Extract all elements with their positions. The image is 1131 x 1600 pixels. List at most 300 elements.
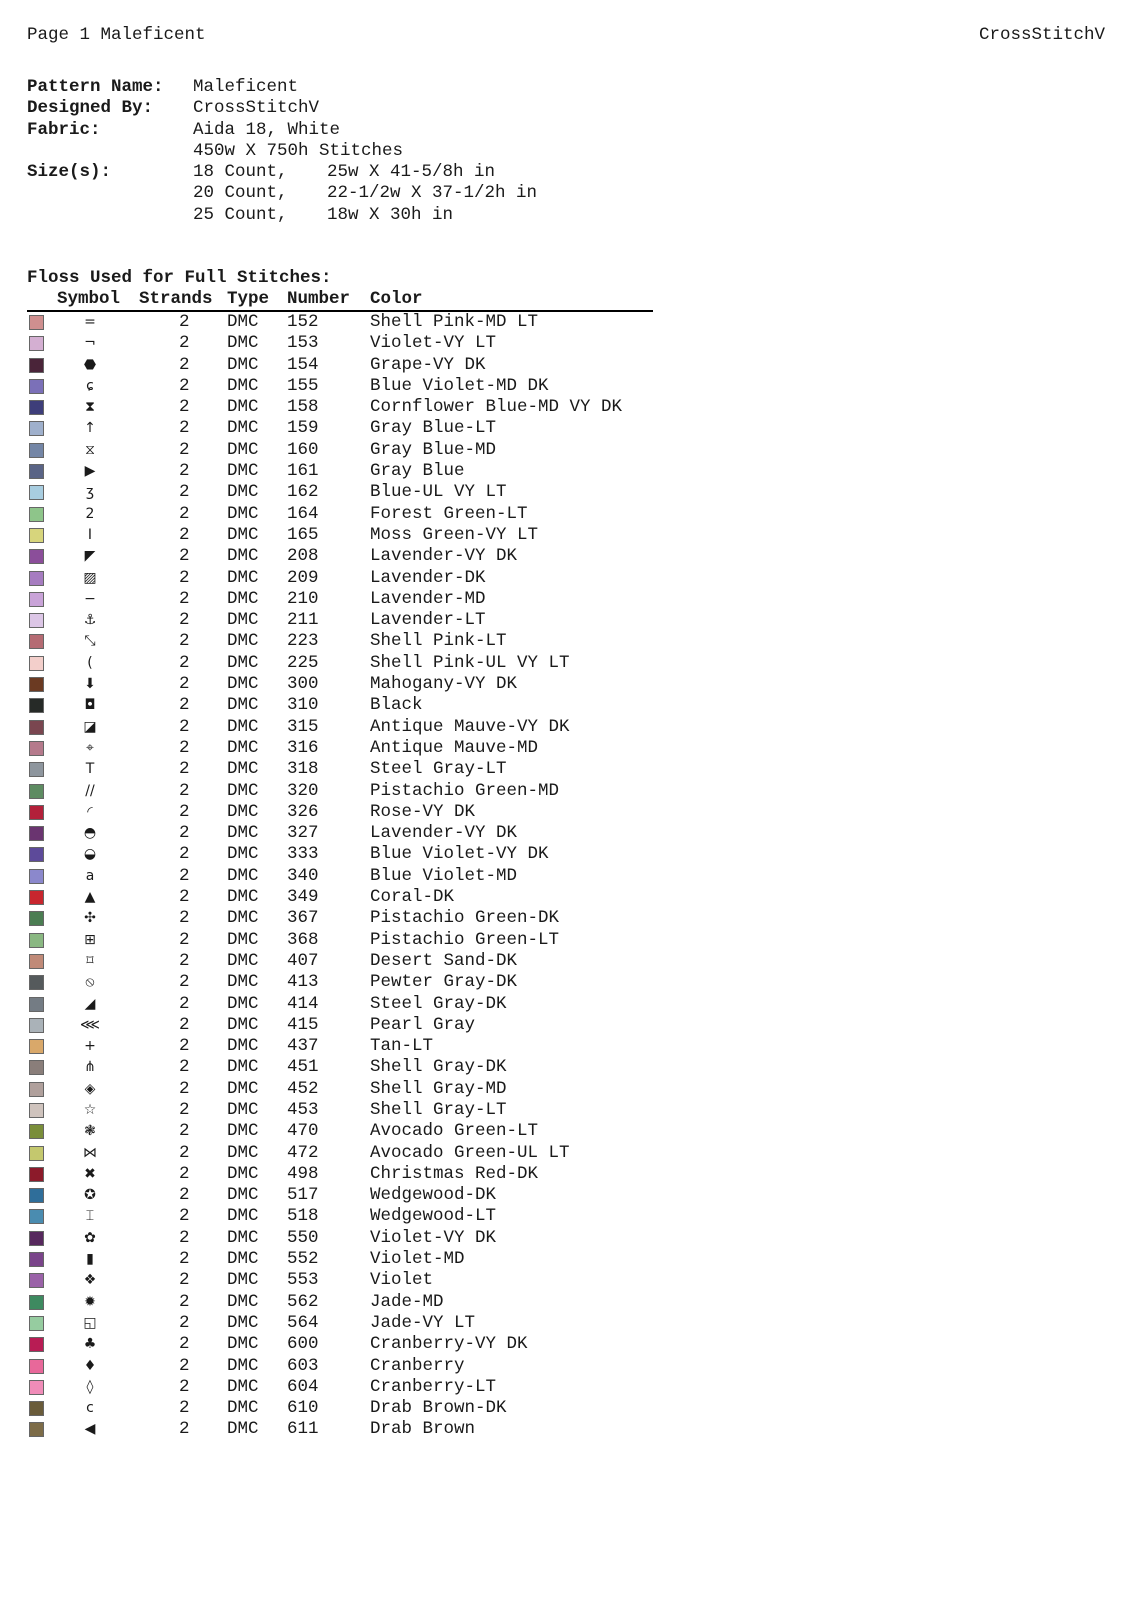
- symbol-glyph: −: [84, 590, 96, 607]
- color-name: Wedgewood-LT: [370, 1206, 497, 1227]
- symbol-glyph: +: [84, 1038, 96, 1055]
- color-name: Avocado Green-LT: [370, 1121, 539, 1142]
- type-value: DMC: [227, 993, 259, 1014]
- color-swatch: [29, 911, 44, 926]
- number-value: 315: [287, 716, 319, 737]
- color-swatch: [29, 869, 44, 884]
- color-name: Cranberry: [370, 1355, 465, 1376]
- number-value: 452: [287, 1078, 319, 1099]
- color-swatch: [29, 656, 44, 671]
- floss-row: [27, 908, 667, 929]
- floss-row: [27, 418, 667, 439]
- symbol-glyph: ⋔: [84, 1059, 96, 1076]
- floss-row: [27, 1419, 667, 1440]
- type-value: DMC: [227, 482, 259, 503]
- symbol-glyph: ✖: [84, 1165, 96, 1182]
- strands-value: 2: [179, 312, 190, 332]
- symbol-glyph: ¬: [84, 335, 96, 352]
- floss-table-header: [27, 289, 653, 312]
- number-value: 333: [287, 844, 319, 865]
- page-number: Page 1: [27, 25, 91, 45]
- symbol-glyph: ⦸: [85, 974, 95, 991]
- column-strands: Strands: [139, 289, 213, 309]
- number-value: 367: [287, 908, 319, 929]
- type-value: DMC: [227, 1121, 259, 1142]
- symbol-glyph: ▲: [84, 889, 96, 906]
- color-name: Steel Gray-LT: [370, 759, 507, 780]
- number-value: 600: [287, 1334, 319, 1355]
- symbol-glyph: ◪: [83, 718, 97, 735]
- size-row: [27, 205, 537, 226]
- strands-value: 2: [179, 759, 190, 780]
- symbol-glyph: 2: [85, 505, 95, 522]
- type-value: DMC: [227, 1142, 259, 1163]
- type-value: DMC: [227, 1270, 259, 1291]
- symbol-glyph: ⧖: [85, 441, 95, 458]
- size-row: [27, 183, 537, 204]
- color-name: Blue Violet-MD DK: [370, 375, 549, 396]
- strands-value: 2: [179, 737, 190, 758]
- strands-value: 2: [179, 1334, 190, 1355]
- number-value: 155: [287, 375, 319, 396]
- color-swatch: [29, 741, 44, 756]
- strands-value: 2: [179, 397, 190, 418]
- floss-row: [27, 461, 667, 482]
- strands-value: 2: [179, 333, 190, 354]
- floss-row: [27, 717, 667, 738]
- color-name: Lavender-VY DK: [370, 823, 518, 844]
- number-value: 413: [287, 972, 319, 993]
- strands-value: 2: [179, 1121, 190, 1142]
- strands-value: 2: [179, 950, 190, 971]
- symbol-glyph: ⬣: [83, 356, 97, 373]
- symbol-glyph: ⌶: [85, 1208, 95, 1225]
- color-name: Drab Brown-DK: [370, 1398, 507, 1419]
- floss-row: [27, 844, 667, 865]
- column-symbol: Symbol: [57, 289, 121, 309]
- floss-row: [27, 1057, 667, 1078]
- color-swatch: [29, 1422, 44, 1437]
- symbol-glyph: ◊: [86, 1378, 94, 1395]
- type-value: DMC: [227, 972, 259, 993]
- number-value: 437: [287, 1036, 319, 1057]
- number-value: 470: [287, 1121, 319, 1142]
- symbol-glyph: ◘: [84, 697, 96, 714]
- symbol-glyph: ◈: [84, 1080, 96, 1097]
- symbol-glyph: ⬇: [84, 676, 96, 693]
- color-swatch: [29, 1209, 44, 1224]
- type-value: DMC: [227, 333, 259, 354]
- number-value: 451: [287, 1057, 319, 1078]
- size-count: 20 Count,: [193, 183, 288, 204]
- strands-value: 2: [179, 1185, 190, 1206]
- strands-value: 2: [179, 461, 190, 482]
- floss-table: [27, 312, 667, 1441]
- color-swatch: [29, 890, 44, 905]
- color-name: Pistachio Green-MD: [370, 780, 560, 801]
- strands-value: 2: [179, 1078, 190, 1099]
- stitches-value: 450w X 750h Stitches: [193, 140, 404, 161]
- floss-row: [27, 781, 667, 802]
- color-name: Shell Gray-DK: [370, 1057, 507, 1078]
- page-header-title: Maleficent: [100, 25, 206, 45]
- symbol-glyph: ⌖: [86, 739, 94, 756]
- color-name: Lavender-DK: [370, 567, 486, 588]
- floss-row: [27, 568, 667, 589]
- strands-value: 2: [179, 610, 190, 631]
- type-value: DMC: [227, 1334, 259, 1355]
- color-swatch: [29, 677, 44, 692]
- fabric-label: Fabric:: [27, 119, 101, 140]
- fabric-value: Aida 18, White: [193, 119, 341, 140]
- type-value: DMC: [227, 1419, 259, 1440]
- symbol-glyph: ✪: [84, 1187, 96, 1204]
- column-type: Type: [227, 289, 270, 309]
- color-swatch: [29, 1039, 44, 1054]
- type-value: DMC: [227, 588, 259, 609]
- column-number: Number: [287, 289, 351, 309]
- color-name: Blue Violet-MD: [370, 865, 518, 886]
- number-value: 300: [287, 674, 319, 695]
- fabric-row: [27, 120, 537, 141]
- symbol-glyph: ▮: [86, 1251, 94, 1268]
- type-value: DMC: [227, 1398, 259, 1419]
- number-value: 210: [287, 588, 319, 609]
- color-name: Blue-UL VY LT: [370, 482, 507, 503]
- floss-row: [27, 397, 667, 418]
- type-value: DMC: [227, 865, 259, 886]
- type-value: DMC: [227, 1185, 259, 1206]
- number-value: 553: [287, 1270, 319, 1291]
- type-value: DMC: [227, 1163, 259, 1184]
- color-name: Cornflower Blue-MD VY DK: [370, 397, 623, 418]
- type-value: DMC: [227, 716, 259, 737]
- size-count: 25 Count,: [193, 204, 288, 225]
- strands-value: 2: [179, 439, 190, 460]
- color-swatch: [29, 634, 44, 649]
- color-swatch: [29, 358, 44, 373]
- size-row: [27, 162, 537, 183]
- type-value: DMC: [227, 1057, 259, 1078]
- floss-row: [27, 1164, 667, 1185]
- number-value: 327: [287, 823, 319, 844]
- strands-value: 2: [179, 482, 190, 503]
- type-value: DMC: [227, 695, 259, 716]
- floss-row: [27, 653, 667, 674]
- color-name: Shell Gray-LT: [370, 1099, 507, 1120]
- strands-value: 2: [179, 546, 190, 567]
- number-value: 159: [287, 418, 319, 439]
- color-swatch: [29, 421, 44, 436]
- symbol-glyph: (: [87, 654, 93, 671]
- color-swatch: [29, 528, 44, 543]
- color-swatch: [29, 549, 44, 564]
- symbol-glyph: ▶: [84, 463, 96, 480]
- floss-row: [27, 738, 667, 759]
- type-value: DMC: [227, 1376, 259, 1397]
- strands-value: 2: [179, 674, 190, 695]
- strands-value: 2: [179, 588, 190, 609]
- strands-value: 2: [179, 887, 190, 908]
- strands-value: 2: [179, 375, 190, 396]
- pattern-info: [27, 77, 537, 226]
- color-swatch: [29, 400, 44, 415]
- color-swatch: [29, 954, 44, 969]
- symbol-glyph: ✣: [84, 910, 96, 927]
- page-header: [27, 25, 206, 45]
- type-value: DMC: [227, 780, 259, 801]
- color-name: Rose-VY DK: [370, 801, 476, 822]
- type-value: DMC: [227, 823, 259, 844]
- strands-value: 2: [179, 1419, 190, 1440]
- strands-value: 2: [179, 418, 190, 439]
- color-name: Black: [370, 695, 423, 716]
- floss-row: [27, 1185, 667, 1206]
- number-value: 209: [287, 567, 319, 588]
- symbol-glyph: ❃: [84, 1123, 96, 1140]
- type-value: DMC: [227, 439, 259, 460]
- floss-row: [27, 1377, 667, 1398]
- floss-row: [27, 312, 667, 333]
- symbol-glyph: I: [87, 526, 93, 543]
- number-value: 161: [287, 461, 319, 482]
- floss-row: [27, 802, 667, 823]
- type-value: DMC: [227, 1014, 259, 1035]
- color-swatch: [29, 571, 44, 586]
- floss-row: [27, 589, 667, 610]
- floss-row: [27, 759, 667, 780]
- symbol-glyph: ◤: [84, 548, 96, 565]
- floss-row: [27, 1143, 667, 1164]
- strands-value: 2: [179, 929, 190, 950]
- color-name: Antique Mauve-MD: [370, 737, 539, 758]
- color-swatch: [29, 826, 44, 841]
- page-header-designer: CrossStitchV: [979, 25, 1106, 45]
- type-value: DMC: [227, 354, 259, 375]
- floss-row: [27, 333, 667, 354]
- strands-value: 2: [179, 1227, 190, 1248]
- floss-row: [27, 994, 667, 1015]
- type-value: DMC: [227, 674, 259, 695]
- strands-value: 2: [179, 972, 190, 993]
- designed-by-value: CrossStitchV: [193, 98, 320, 119]
- strands-value: 2: [179, 652, 190, 673]
- strands-value: 2: [179, 1142, 190, 1163]
- symbol-glyph: ⤡: [84, 633, 96, 650]
- floss-row: [27, 1121, 667, 1142]
- symbol-glyph: ◢: [84, 995, 96, 1012]
- symbol-glyph: ◒: [83, 846, 97, 863]
- number-value: 550: [287, 1227, 319, 1248]
- type-value: DMC: [227, 375, 259, 396]
- color-name: Gray Blue-LT: [370, 418, 497, 439]
- symbol-glyph: ⌑: [86, 952, 94, 969]
- number-value: 326: [287, 801, 319, 822]
- size-dims: 25w X 41-5/8h in: [327, 162, 496, 183]
- color-swatch: [29, 1188, 44, 1203]
- floss-row: [27, 504, 667, 525]
- number-value: 158: [287, 397, 319, 418]
- number-value: 208: [287, 546, 319, 567]
- symbol-glyph: ❖: [83, 1272, 97, 1289]
- type-value: DMC: [227, 567, 259, 588]
- color-swatch: [29, 613, 44, 628]
- color-name: Christmas Red-DK: [370, 1163, 539, 1184]
- floss-row: [27, 1356, 667, 1377]
- color-name: Gray Blue-MD: [370, 439, 497, 460]
- color-name: Steel Gray-DK: [370, 993, 507, 1014]
- color-name: Cranberry-LT: [370, 1376, 497, 1397]
- floss-row: [27, 525, 667, 546]
- color-swatch: [29, 1401, 44, 1416]
- color-swatch: [29, 784, 44, 799]
- color-name: Mahogany-VY DK: [370, 674, 518, 695]
- floss-row: [27, 355, 667, 376]
- floss-row: [27, 631, 667, 652]
- color-name: Shell Pink-UL VY LT: [370, 652, 570, 673]
- color-swatch: [29, 1082, 44, 1097]
- color-swatch: [29, 507, 44, 522]
- color-swatch: [29, 805, 44, 820]
- symbol-glyph: ▨: [83, 569, 97, 586]
- symbol-glyph: ⋈: [83, 1144, 97, 1161]
- floss-row: [27, 951, 667, 972]
- color-swatch: [29, 464, 44, 479]
- type-value: DMC: [227, 929, 259, 950]
- strands-value: 2: [179, 695, 190, 716]
- sizes-label: Size(s):: [27, 162, 112, 183]
- color-swatch: [29, 762, 44, 777]
- type-value: DMC: [227, 844, 259, 865]
- strands-value: 2: [179, 1270, 190, 1291]
- designed-by-label: Designed By:: [27, 98, 154, 119]
- symbol-glyph: ☆: [83, 1101, 97, 1118]
- floss-row: [27, 482, 667, 503]
- symbol-glyph: ⊞: [84, 931, 96, 948]
- color-swatch: [29, 975, 44, 990]
- strands-value: 2: [179, 567, 190, 588]
- type-value: DMC: [227, 887, 259, 908]
- strands-value: 2: [179, 1099, 190, 1120]
- type-value: DMC: [227, 1099, 259, 1120]
- color-name: Grape-VY DK: [370, 354, 486, 375]
- color-name: Pistachio Green-LT: [370, 929, 560, 950]
- strands-value: 2: [179, 1376, 190, 1397]
- symbol-glyph: ɕ: [86, 377, 94, 394]
- type-value: DMC: [227, 1036, 259, 1057]
- number-value: 223: [287, 631, 319, 652]
- number-value: 368: [287, 929, 319, 950]
- symbol-glyph: ◜: [87, 803, 93, 820]
- floss-row: [27, 972, 667, 993]
- symbol-glyph: ⋘: [80, 1016, 100, 1033]
- floss-row: [27, 1228, 667, 1249]
- type-value: DMC: [227, 461, 259, 482]
- floss-row: [27, 1015, 667, 1036]
- color-name: Lavender-MD: [370, 588, 486, 609]
- color-name: Violet-VY LT: [370, 333, 497, 354]
- type-value: DMC: [227, 1355, 259, 1376]
- pattern-name-label: Pattern Name:: [27, 77, 164, 97]
- number-value: 415: [287, 1014, 319, 1035]
- type-value: DMC: [227, 1206, 259, 1227]
- color-swatch: [29, 720, 44, 735]
- strands-value: 2: [179, 1291, 190, 1312]
- color-name: Blue Violet-VY DK: [370, 844, 549, 865]
- strands-value: 2: [179, 1206, 190, 1227]
- color-name: Pearl Gray: [370, 1014, 476, 1035]
- floss-row: [27, 1398, 667, 1419]
- type-value: DMC: [227, 503, 259, 524]
- number-value: 453: [287, 1099, 319, 1120]
- number-value: 562: [287, 1291, 319, 1312]
- size-count: 18 Count,: [193, 162, 288, 183]
- symbol-glyph: ◓: [83, 825, 97, 842]
- symbol-glyph: ⧗: [85, 399, 95, 416]
- color-name: Coral-DK: [370, 887, 455, 908]
- color-name: Cranberry-VY DK: [370, 1334, 528, 1355]
- strands-value: 2: [179, 801, 190, 822]
- type-value: DMC: [227, 610, 259, 631]
- strands-value: 2: [179, 1036, 190, 1057]
- type-value: DMC: [227, 950, 259, 971]
- strands-value: 2: [179, 1312, 190, 1333]
- floss-row: [27, 823, 667, 844]
- color-name: Gray Blue: [370, 461, 465, 482]
- type-value: DMC: [227, 631, 259, 652]
- pattern-name-row: [27, 77, 537, 98]
- strands-value: 2: [179, 1398, 190, 1419]
- strands-value: 2: [179, 993, 190, 1014]
- symbol-glyph: ◱: [83, 1314, 97, 1331]
- number-value: 564: [287, 1312, 319, 1333]
- color-name: Desert Sand-DK: [370, 950, 518, 971]
- floss-row: [27, 440, 667, 461]
- number-value: 165: [287, 524, 319, 545]
- symbol-glyph: T: [85, 761, 95, 778]
- number-value: 610: [287, 1398, 319, 1419]
- strands-value: 2: [179, 1014, 190, 1035]
- type-value: DMC: [227, 1291, 259, 1312]
- floss-row: [27, 1206, 667, 1227]
- color-swatch: [29, 1103, 44, 1118]
- color-swatch: [29, 1273, 44, 1288]
- strands-value: 2: [179, 1355, 190, 1376]
- color-swatch: [29, 1167, 44, 1182]
- floss-row: [27, 1249, 667, 1270]
- symbol-glyph: //: [85, 782, 95, 799]
- color-name: Antique Mauve-VY DK: [370, 716, 570, 737]
- color-swatch: [29, 1359, 44, 1374]
- strands-value: 2: [179, 354, 190, 375]
- number-value: 225: [287, 652, 319, 673]
- color-name: Shell Gray-MD: [370, 1078, 507, 1099]
- color-name: Pistachio Green-DK: [370, 908, 560, 929]
- type-value: DMC: [227, 312, 259, 332]
- floss-row: [27, 1100, 667, 1121]
- number-value: 164: [287, 503, 319, 524]
- symbol-glyph: ʒ: [85, 484, 95, 501]
- strands-value: 2: [179, 716, 190, 737]
- floss-row: [27, 930, 667, 951]
- type-value: DMC: [227, 1078, 259, 1099]
- size-dims: 18w X 30h in: [327, 204, 454, 225]
- number-value: 407: [287, 950, 319, 971]
- column-color: Color: [370, 289, 423, 309]
- type-value: DMC: [227, 1227, 259, 1248]
- type-value: DMC: [227, 546, 259, 567]
- color-swatch: [29, 1231, 44, 1246]
